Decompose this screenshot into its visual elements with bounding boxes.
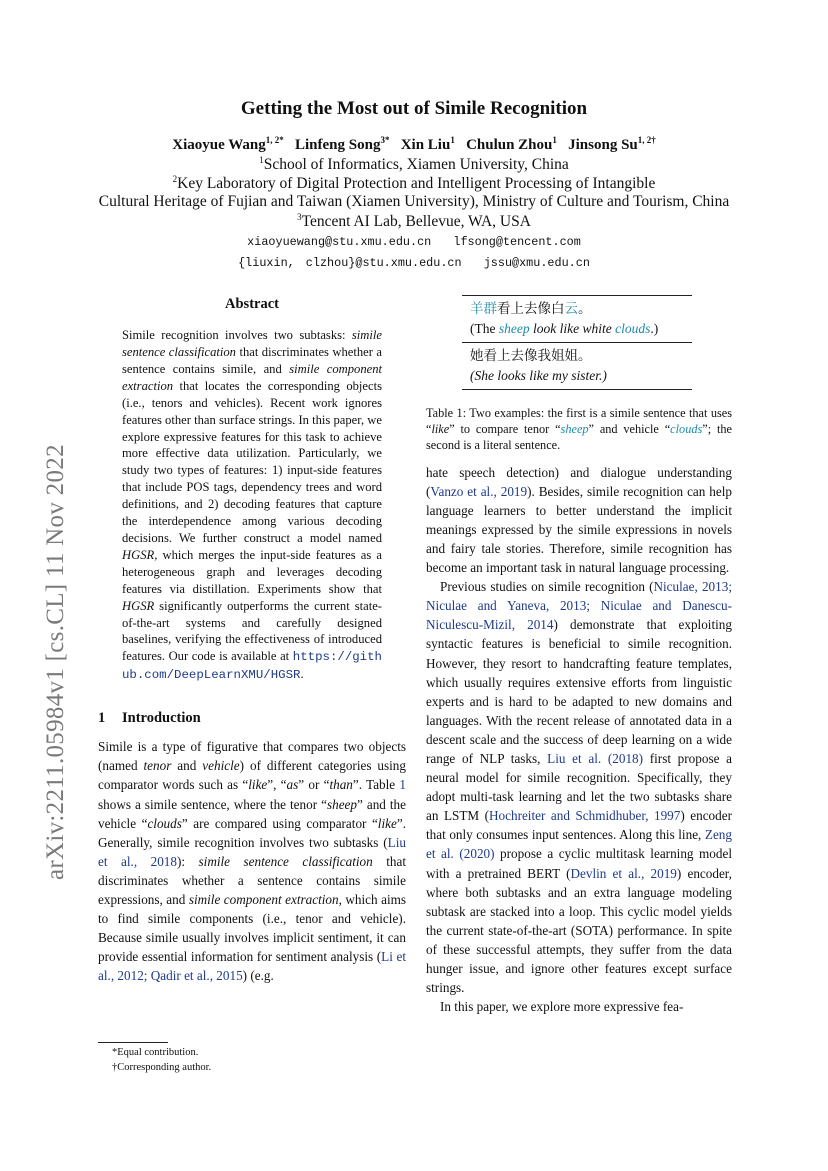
author-name: Jinsong Su [568, 137, 638, 153]
affiliation-sup: 1 [259, 155, 264, 165]
table-text: look like white [529, 321, 616, 336]
arxiv-stamp [22, 360, 69, 880]
author-name: Xin Liu [400, 137, 451, 153]
caption-text: ” to compare tenor “ [449, 422, 561, 437]
abstract-text: , which merges the input-side features as a heterogeneous graph and leverages decoding features via distillation. Experiments show that [122, 547, 382, 596]
abstract-body [98, 327, 406, 684]
body-text: ” and the vehicle “ [98, 796, 406, 831]
citation-link[interactable]: Vanzo et al., 2019 [430, 483, 528, 499]
body-text: ). Besides, simile recognition can help language learners to better understand the implicit meanings expressed by the simile expressions in novels and fairy tale stories. Therefore, simile recognition has become an important task in natural language processing. [426, 483, 732, 576]
table-text: 。 [578, 301, 592, 316]
body-text: ” are compared using comparator “ [181, 815, 378, 831]
body-text: Previous studies on simile recognition ( [440, 579, 654, 595]
body-text: that discriminates whether a sentence contains simile expressions, and [98, 853, 406, 907]
author-name: Xiaoyue Wang [172, 137, 266, 153]
abstract-text: that locates the corresponding objects (i.e., tenors and vehicles). Recent work ignores features other than surface strings. In this paper, we explore expressive features for this task to achieve more effective data utilization. Particularly, we study two types of features: 1) input-side features that include POS tags, dependency trees and word definitions, and 2) decoding features that capture the interdependence among various decoding decisions. We further construct a model named [122, 378, 382, 545]
abstract-heading: Abstract [225, 296, 279, 312]
author-sup: 1, 2† [637, 135, 656, 145]
caption-text: ”; the second is a literal sentence. [426, 422, 732, 453]
emphasis: simile sentence classification [198, 853, 373, 869]
caption-text: Table 1: Two examples: the first is a simile sentence that uses “ [426, 406, 732, 437]
intro-paragraph [98, 737, 406, 985]
author-sup: 1, 2* [265, 135, 284, 145]
footnote-equal-contribution: *Equal contribution. [112, 1047, 199, 1058]
affiliation-1 [0, 155, 828, 174]
body-text: ” or “ [298, 777, 330, 793]
caption-vehicle: clouds [670, 422, 703, 437]
author-sup: 1 [450, 135, 455, 145]
section-title: Introduction [122, 710, 201, 727]
emphasis: clouds [147, 815, 182, 831]
table-ref-link[interactable]: 1 [399, 777, 406, 793]
section-number: 1 [98, 710, 106, 727]
citation-link[interactable]: Devlin et al., 2019 [570, 865, 677, 881]
emphasis: like [377, 815, 397, 831]
table-text: 看上去像白 [497, 301, 565, 316]
email-line-2: {liuxin, clzhou}@stu.xmu.edu.cn jssu@xmu.edu.cn [238, 256, 590, 270]
body-text: ”, “ [267, 777, 287, 793]
body-text: ”. Generally, simile recognition involves two subtasks ( [98, 815, 406, 850]
vehicle-en: clouds [615, 321, 651, 336]
table-cell-english [470, 319, 692, 339]
caption-tenor: sheep [560, 422, 589, 437]
email-line-1: xiaoyuewang@stu.xmu.edu.cn lfsong@tencent.com [247, 235, 581, 249]
abstract-text: that discriminates whether a sentence contains simile, and [122, 345, 383, 376]
abstract-emphasis: simile sentence classification [122, 328, 382, 359]
body-text: ): [176, 853, 199, 869]
emphasis: vehicle [202, 758, 240, 774]
section-heading [98, 709, 406, 728]
table-cell-english [470, 366, 692, 386]
citation-link[interactable]: Hochreiter and Schmidhuber, 1997 [489, 808, 681, 824]
affiliation-text: Cultural Heritage of Fujian and Taiwan (Xiamen University), Ministry of Culture and Tourism, China [98, 193, 730, 210]
emphasis: than [329, 777, 353, 793]
body-text: ) of different categories using comparator words such as “ [98, 758, 406, 793]
emphasis: simile component extraction [188, 891, 339, 907]
tenor-en: sheep [498, 321, 530, 336]
footnotes [98, 1042, 406, 1075]
table-text: .) [650, 321, 659, 336]
emphasis: like [248, 777, 268, 793]
author-sup: 3* [380, 135, 390, 145]
abstract-text: . [300, 667, 304, 682]
abstract-text: Simile recognition involves two subtasks: [122, 328, 352, 343]
paper-title: Getting the Most out of Simile Recognition [240, 98, 588, 119]
affiliation-sup: 3 [297, 212, 302, 222]
body-text: Simile is a type of figurative that compares two objects (named [98, 739, 406, 774]
body-text: first propose a neural model for simile recognition. Specifically, they adopt multi-task learning and let the two subtasks share an LSTM ( [426, 751, 732, 824]
left-column [98, 295, 406, 985]
emphasis: tenor [143, 758, 172, 774]
caption-emphasis: like [431, 422, 450, 437]
author-name: Linfeng Song [295, 137, 381, 153]
model-name: HGSR [122, 547, 155, 562]
affiliation-text: Tencent AI Lab, Bellevue, WA, USA [301, 213, 531, 231]
footnote-corresponding-author: †Corresponding author. [112, 1061, 212, 1073]
table-cell-chinese [470, 299, 692, 319]
vehicle-zh: 云 [564, 301, 578, 316]
arxiv-stamp-text: arXiv:2211.05984v1 [cs.CL] 11 Nov 2022 [42, 444, 69, 880]
right-column [426, 295, 732, 1016]
abstract-text: significantly outperforms the current state-of-the-art systems and carefully designed baselines, verifying the effectiveness of introduced features. Our code is available at [122, 598, 382, 664]
citation-link[interactable]: Liu et al., 2018 [98, 834, 406, 869]
body-text: propose a cyclic multitask learning model with a pretrained BERT ( [426, 846, 732, 881]
body-text: ) (e.g. [242, 968, 274, 984]
body-text: and [171, 758, 203, 774]
emphasis: sheep [326, 796, 357, 812]
affiliation-2 [0, 174, 828, 193]
body-text: , which aims to find simile components (i.e., tenor and vehicle). Because simile usually involves implicit sentiment, it can provide essential information for sentiment analysis ( [98, 891, 406, 965]
body-text: shows a simile sentence, where the tenor “ [98, 796, 327, 812]
table-text: (She looks like my sister.) [470, 368, 607, 383]
affiliation-text: Key Laboratory of Digital Protection and Intelligent Processing of Intangible [177, 175, 656, 193]
affiliation-3 [0, 212, 828, 231]
table-text: (The [470, 321, 499, 336]
table-row [462, 342, 692, 389]
emphasis: as [286, 777, 299, 793]
caption-text: ” and vehicle “ [588, 422, 671, 437]
model-name: HGSR [122, 598, 155, 613]
code-url-link[interactable]: https://github.com/DeepLearnXMU/HGSR [122, 650, 382, 683]
body-text: ) demonstrate that exploiting syntactic features is beneficial to simile recognition. However, they resort to handcrafting feature templates, which usually requires extensive efforts from linguistic experts and is hard to be adapted to new domains and languages. With the recent release of annotated data in a descent scale and the success of deep learning on a wide range of NLP tasks, [426, 617, 732, 767]
footnote-rule [98, 1042, 168, 1043]
table-caption [426, 405, 732, 454]
affiliation-sup: 2 [172, 174, 178, 184]
paragraph [426, 463, 732, 578]
body-text: ) encoder, where both subtasks and an extra language modeling subtask are stacked into a loop. This cyclic model yields the current state-of-the-art (SOTA) performance. In spite of these successful attempts, they suffer from the data hunger issue, and ignore other features except surface strings. [426, 865, 732, 996]
body-text: ”. Table [352, 777, 400, 793]
table-row [462, 296, 692, 342]
citation-link[interactable]: Zeng et al. (2020) [426, 827, 732, 862]
affiliation-text: School of Informatics, Xiamen University, China [263, 156, 569, 174]
paragraph [426, 577, 732, 997]
citation-link[interactable]: Li et al., 2012; Qadir et al., 2015 [98, 949, 406, 984]
citation-link[interactable]: Liu et al. (2018) [547, 751, 644, 767]
body-text: ) encoder that only consumes input sentences. Along this line, [426, 808, 732, 843]
table-cell-chinese: 她看上去像我姐姐。 [470, 348, 592, 363]
paragraph: In this paper, we explore more expressive fea- [440, 999, 684, 1015]
author-sup: 1 [552, 135, 557, 145]
author-list [0, 135, 828, 154]
citation-link[interactable]: Niculae, 2013; Niculae and Yaneva, 2013; Niculae and Danescu-Niculescu-Mizil, 2014 [426, 579, 732, 633]
affiliation-2-cont [0, 193, 828, 211]
body-text: hate speech detection) and dialogue understanding ( [426, 464, 732, 499]
table-1 [462, 295, 692, 390]
abstract-emphasis: simile component extraction [122, 361, 383, 393]
author-name: Chulun Zhou [466, 137, 553, 153]
right-body [426, 463, 732, 1017]
tenor-zh: 羊群 [470, 301, 497, 316]
